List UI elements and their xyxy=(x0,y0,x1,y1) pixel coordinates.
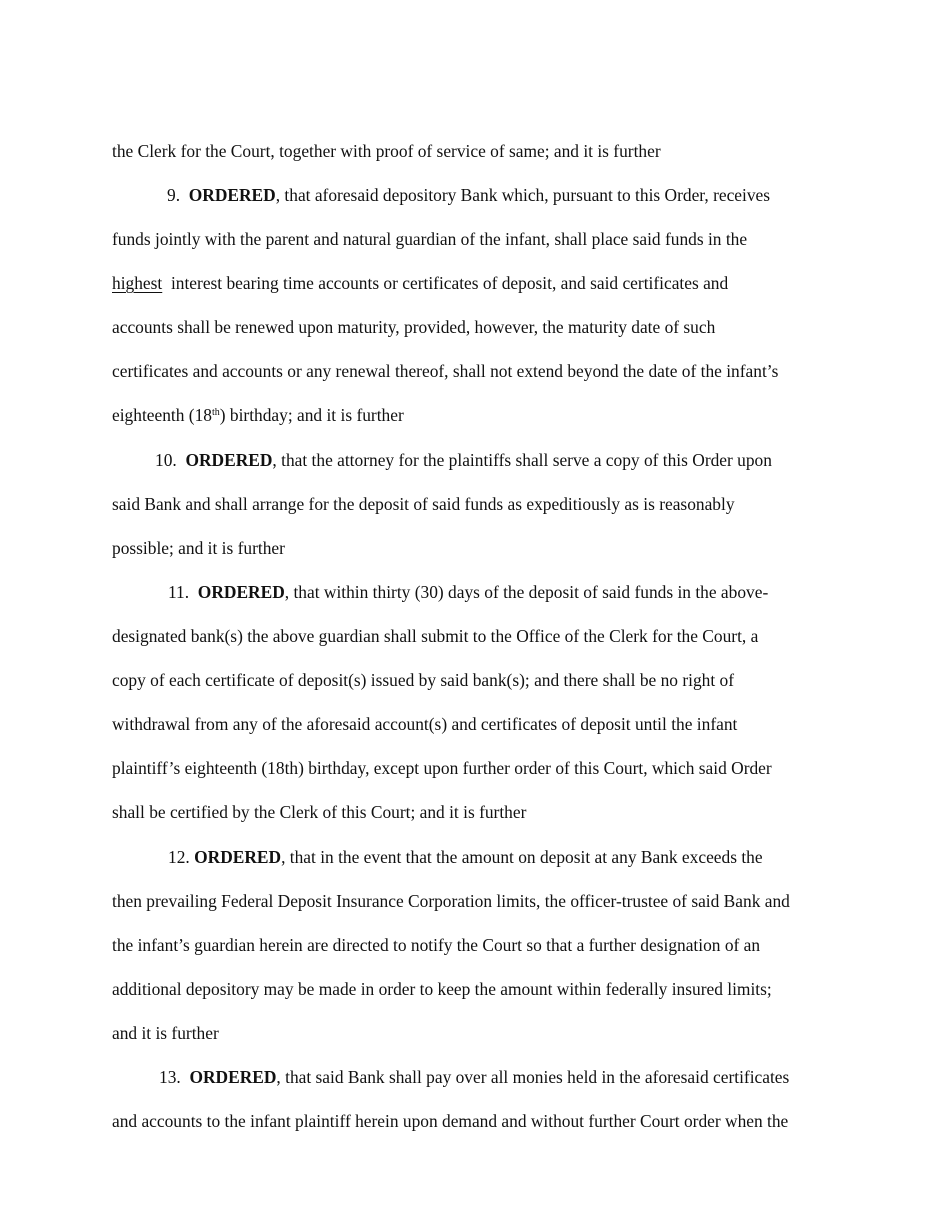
paragraph-9-number: 9. xyxy=(167,185,181,205)
paragraph-11-line-4: withdrawal from any of the aforesaid account(s) and certificates of deposit until the infant xyxy=(112,714,738,734)
paragraph-9-line-3-text: interest bearing time accounts or certificates of deposit, and said certificates and xyxy=(170,273,729,293)
paragraph-9-first-line xyxy=(167,184,770,206)
paragraph-10-line-3: possible; and it is further xyxy=(112,538,285,558)
paragraph-12-line-4: additional depository may be made in order to keep the amount within federally insured limits; xyxy=(112,979,772,999)
paragraph-9-first-text: , that aforesaid depository Bank which, pursuant to this Order, receives xyxy=(275,185,771,205)
paragraph-13-first-line xyxy=(159,1066,789,1088)
paragraph-13-line-2: and accounts to the infant plaintiff herein upon demand and without further Court order when the xyxy=(112,1111,789,1131)
paragraph-9-line-6 xyxy=(112,404,404,426)
paragraph-11-first-line xyxy=(168,581,768,603)
paragraph-11-line-3: copy of each certificate of deposit(s) issued by said bank(s); and there shall be no right of xyxy=(112,670,734,690)
paragraph-11-first-text: , that within thirty (30) days of the deposit of said funds in the above- xyxy=(284,582,769,602)
paragraph-9-line-6-a: eighteenth (18 xyxy=(112,405,212,425)
paragraph-13-first-text: , that said Bank shall pay over all monies held in the aforesaid certificates xyxy=(276,1067,790,1087)
superscript-th: th xyxy=(211,407,220,418)
paragraph-13-ordered-label: ORDERED xyxy=(189,1067,277,1087)
paragraph-10-line-2: said Bank and shall arrange for the deposit of said funds as expeditiously as is reasonably xyxy=(112,494,735,514)
paragraph-12-ordered-label: ORDERED xyxy=(194,847,282,867)
paragraph-12-first-text: , that in the event that the amount on deposit at any Bank exceeds the xyxy=(281,847,763,867)
paragraph-11-line-6: shall be certified by the Clerk of this Court; and it is further xyxy=(112,802,527,822)
paragraph-11-line-5: plaintiff’s eighteenth (18th) birthday, except upon further order of this Court, which said Order xyxy=(112,758,772,778)
paragraph-9-line-5: certificates and accounts or any renewal thereof, shall not extend beyond the date of the infant’s xyxy=(112,361,779,381)
paragraph-9-line-2: funds jointly with the parent and natural guardian of the infant, shall place said funds in the xyxy=(112,229,748,249)
paragraph-11-number: 11. xyxy=(168,582,190,602)
paragraph-12-number: 12. xyxy=(168,847,190,867)
paragraph-10-number: 10. xyxy=(155,450,177,470)
paragraph-11-ordered-label: ORDERED xyxy=(197,582,285,602)
paragraph-12-line-3: the infant’s guardian herein are directed to notify the Court so that a further designation of an xyxy=(112,935,761,955)
paragraph-9-line-3 xyxy=(112,272,728,294)
paragraph-12-line-2: then prevailing Federal Deposit Insurance Corporation limits, the officer-trustee of said Bank and xyxy=(112,891,790,911)
paragraph-10-ordered-label: ORDERED xyxy=(185,450,273,470)
paragraph-9-ordered-label: ORDERED xyxy=(188,185,276,205)
paragraph-9-line-6-b: ) birthday; and it is further xyxy=(219,405,404,425)
paragraph-13-number: 13. xyxy=(159,1067,181,1087)
paragraph-10-first-line xyxy=(155,449,772,471)
paragraph-12-line-5: and it is further xyxy=(112,1023,219,1043)
paragraph-11-line-2: designated bank(s) the above guardian shall submit to the Office of the Clerk for the Court, a xyxy=(112,626,759,646)
paragraph-10-first-text: , that the attorney for the plaintiffs shall serve a copy of this Order upon xyxy=(272,450,772,470)
paragraph-12-first-line xyxy=(168,846,763,868)
underlined-highest: highest xyxy=(112,273,163,293)
paragraph-9-line-4: accounts shall be renewed upon maturity, provided, however, the maturity date of such xyxy=(112,317,716,337)
continuation-line: the Clerk for the Court, together with proof of service of same; and it is further xyxy=(112,141,661,161)
